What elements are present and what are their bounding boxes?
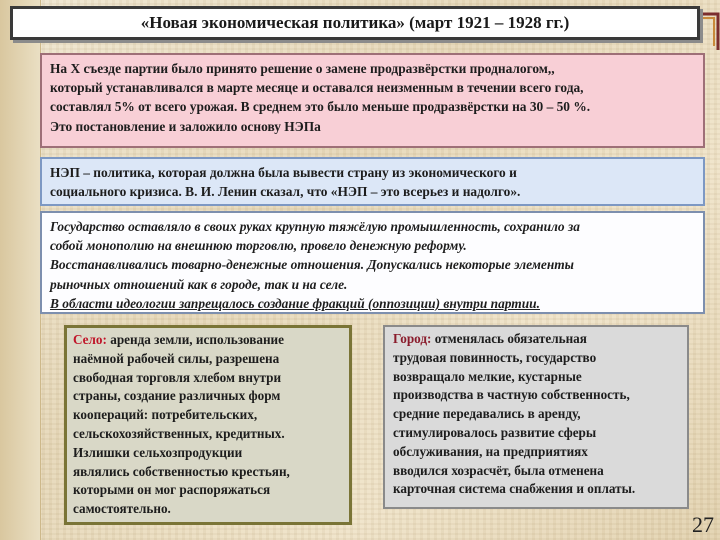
text-line: который устанавливался в марте месяце и оставался неизменным в течении всего года, [50, 80, 584, 96]
text-line: Государство оставляло в своих руках крупную тяжёлую промышленность, сохранило за [50, 219, 580, 234]
text-line: сельскохозяйственных, кредитных. [73, 425, 285, 441]
text-line: социального кризиса. В. И. Ленин сказал, что «НЭП – это всерьез и надолго». [50, 184, 521, 200]
text-line [73, 331, 343, 350]
ideology-line: В области идеологии запрещалось создание фракций (оппозиции) внутри партии. [50, 295, 540, 311]
slide-title: «Новая экономическая политика» (март 1921 – 1928 гг.) [140, 13, 570, 32]
city-line: отменялась обязательная [431, 331, 587, 346]
text-line: собой монополию на внешнюю торговлю, провело денежную реформу. [50, 238, 467, 254]
text-line: Излишки сельхозпродукции [73, 444, 243, 460]
text-line: составлял 5% от всего урожая. В среднем это было меньше продразвёрстки на 30 – 50 %. [50, 99, 591, 115]
text-line: свободная торговля хлебом внутри [73, 369, 282, 385]
text-line: являлись собственностью крестьян, [73, 463, 290, 479]
text-line: обслуживания, на предприятиях [393, 443, 588, 459]
text-line: страны, создание различных форм [73, 388, 281, 404]
text-line: На X съезде партии было принято решение о замене продразвёрстки продналогом,, [50, 61, 555, 76]
text-line: трудовая повинность, государство [393, 349, 597, 365]
text-line: возвращало мелкие, кустарные [393, 368, 582, 384]
city-box [383, 325, 689, 509]
text-line: коопераций: потребительских, [73, 407, 258, 423]
text-line: НЭП – политика, которая должна была вывести страну из экономического и [50, 165, 517, 180]
text-line: рыночных отношений как в городе, так и на селе. [50, 276, 348, 292]
text-line: самостоятельно. [73, 501, 171, 517]
text-line: Это постановление и заложило основу НЭПа [50, 118, 321, 134]
left-decorative-band [0, 0, 41, 540]
text-line: карточная система снабжения и оплаты. [393, 481, 636, 497]
text-line: производства в частную собственность, [393, 387, 630, 403]
village-label: Село: [73, 332, 107, 347]
village-line: аренда земли, использование [106, 332, 284, 347]
slide-title-box [10, 6, 700, 40]
city-label: Город: [393, 331, 432, 346]
text-line [393, 330, 679, 349]
nep-definition-box [40, 157, 705, 206]
text-line: которыми он мог распоряжаться [73, 482, 271, 498]
text-line: стимулировалось развитие сферы [393, 424, 597, 440]
congress-decision-box [40, 53, 705, 148]
village-box [64, 325, 352, 525]
state-policy-box [40, 211, 705, 314]
page-number: 27 [692, 512, 714, 537]
text-line: средние передавались в аренду, [393, 406, 581, 422]
text-line: Восстанавливались товарно-денежные отношения. Допускались некоторые элементы [50, 257, 574, 273]
text-line: вводился хозрасчёт, была отменена [393, 462, 604, 478]
text-line: наёмной рабочей силы, разрешена [73, 350, 280, 366]
